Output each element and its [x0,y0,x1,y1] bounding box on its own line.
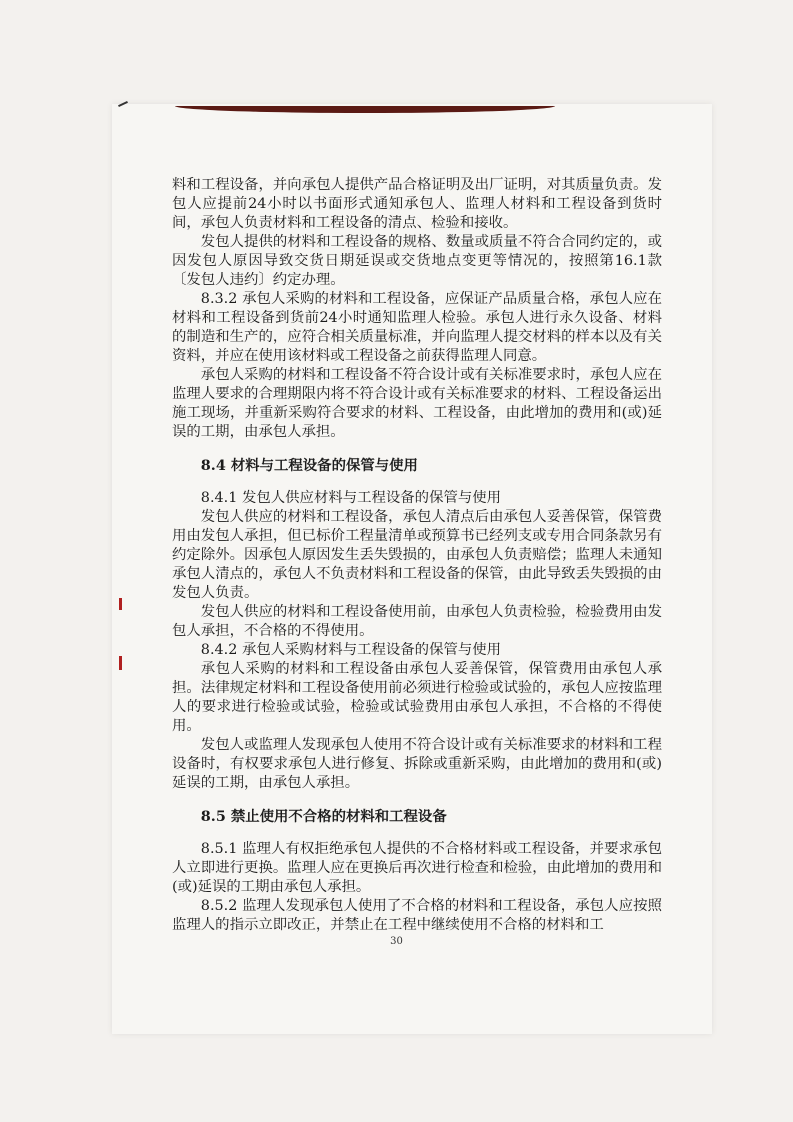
paragraph: 承包人采购的材料和工程设备不符合设计或有关标准要求时，承包人应在监理人要求的合理期限内将不符合设计或有关标准要求的材料、工程设备运出施工现场，并重新采购符合要求的材料、工程设备，由此增加的费用和(或)延误的工期，由承包人承担。 [172,367,662,440]
paragraph: 发包人或监理人发现承包人使用不符合设计或有关标准要求的材料和工程设备时，有权要求承包人进行修复、拆除或重新采购，由此增加的费用和(或)延误的工期，由承包人承担。 [172,737,662,791]
paragraph: 发包人供应的材料和工程设备使用前，由承包人负责检验，检验费用由发包人承担，不合格的不得使用。 [172,604,662,639]
binding-mark [119,656,122,670]
paragraph: 8.3.2 承包人采购的材料和工程设备，应保证产品质量合格，承包人应在材料和工程设备到货前24小时通知监理人检验。承包人进行永久设备、材料的制造和生产的，应符合相关质量标准，并向监理人提交材料的样本以及有关资料，并应在使用该材料或工程设备之前获得监理人同意。 [172,291,662,364]
paragraph: 承包人采购的材料和工程设备由承包人妥善保管，保管费用由承包人承担。法律规定材料和工程设备使用前必须进行检验或试验的，承包人应按监理人的要求进行检验或试验，检验或试验费用由承包人承担，不合格的不得使用。 [172,661,662,734]
document-body [172,176,662,935]
paragraph: 发包人提供的材料和工程设备的规格、数量或质量不符合合同约定的，或因发包人原因导致交货日期延误或交货地点变更等情况的，按照第16.1款〔发包人违约〕约定办理。 [172,234,662,288]
paragraph: 发包人供应的材料和工程设备，承包人清点后由承包人妥善保管，保管费用由发包人承担，但已标价工程量清单或预算书已经列支或专用合同条款另有约定除外。因承包人原因发生丢失毁损的，由承包人负责赔偿；监理人未通知承包人清点的，承包人不负责材料和工程设备的保管，由此导致丢失毁损的由发包人负责。 [172,509,662,601]
subsection-heading-8-4-2: 8.4.2 承包人采购材料与工程设备的保管与使用 [200,642,502,658]
paragraph: 料和工程设备，并向承包人提供产品合格证明及出厂证明，对其质量负责。发包人应提前24小时以书面形式通知承包人、监理人材料和工程设备到货时间，承包人负责材料和工程设备的清点、检验和接收。 [172,177,662,231]
binding-mark [119,598,122,610]
paragraph: 8.5.2 监理人发现承包人使用了不合格的材料和工程设备，承包人应按照监理人的指示立即改正，并禁止在工程中继续使用不合格的材料和工 [172,898,662,933]
page-number: 30 [390,936,403,947]
section-heading-8-4: 8.4 材料与工程设备的保管与使用 [200,457,418,474]
subsection-heading-8-4-1: 8.4.1 发包人供应材料与工程设备的保管与使用 [200,490,502,506]
section-heading-8-5: 8.5 禁止使用不合格的材料和工程设备 [200,808,447,825]
paragraph: 8.5.1 监理人有权拒绝承包人提供的不合格材料或工程设备，并要求承包人立即进行更换。监理人应在更换后再次进行检查和检验，由此增加的费用和(或)延误的工期由承包人承担。 [172,841,662,895]
